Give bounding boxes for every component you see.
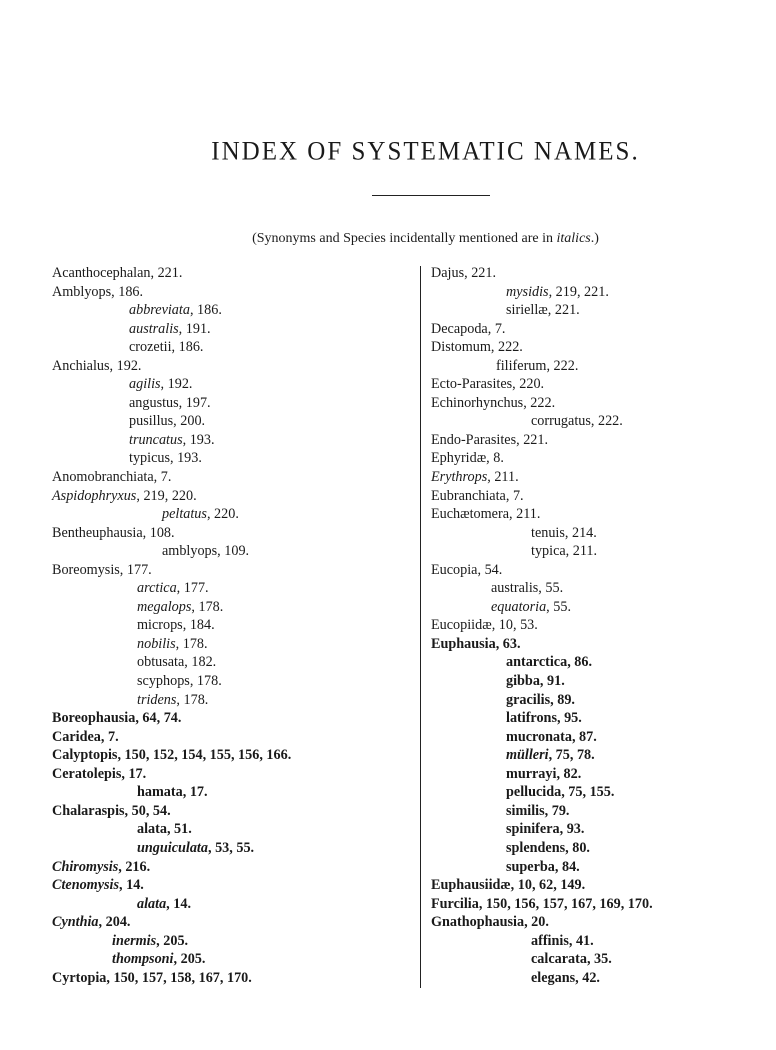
entry-pages: , 87. bbox=[571, 728, 597, 745]
entry-pages: , 42. bbox=[575, 969, 600, 986]
entry-name: obtusata bbox=[137, 654, 185, 671]
entry-name: Caridea bbox=[52, 728, 101, 745]
entry-pages: , 178. bbox=[191, 598, 224, 615]
entry-name: amblyops bbox=[162, 543, 218, 560]
entry-pages: , 75, 155. bbox=[561, 784, 615, 801]
entry-name: angustus bbox=[129, 394, 179, 411]
index-entry bbox=[431, 283, 761, 302]
entry-pages: , 95. bbox=[556, 710, 582, 727]
index-entry bbox=[431, 616, 761, 635]
entry-pages: , 93. bbox=[559, 821, 585, 838]
entry-pages: , 7. bbox=[487, 320, 506, 337]
entry-name: Gnathophausia bbox=[431, 914, 525, 931]
entry-name: affinis bbox=[531, 932, 569, 949]
entry-name: Eucopiidæ bbox=[431, 617, 492, 634]
entry-pages: , 7. bbox=[100, 728, 119, 745]
index-entry bbox=[52, 561, 412, 580]
entry-name: abbreviata bbox=[129, 302, 190, 319]
index-entry bbox=[431, 431, 761, 450]
entry-name: Distomum bbox=[431, 339, 491, 356]
entry-name: mysidis bbox=[506, 283, 549, 300]
entry-pages: , 150, 156, 157, 167, 169, 170. bbox=[478, 895, 653, 912]
entry-name: Chalaraspis bbox=[52, 802, 125, 819]
entry-pages: , 109. bbox=[217, 543, 250, 560]
entry-name: similis bbox=[506, 802, 545, 819]
entry-pages: , 7. bbox=[153, 469, 172, 486]
entry-name: corrugatus bbox=[531, 413, 591, 430]
note-text-before: (Synonyms and Species incidentally mentioned are in bbox=[252, 231, 557, 246]
index-entry bbox=[431, 412, 761, 431]
entry-name: Ceratolepis bbox=[52, 765, 122, 782]
entry-pages: , 178. bbox=[176, 691, 209, 708]
entry-pages: , 150, 152, 154, 155, 156, 166. bbox=[117, 747, 292, 764]
entry-pages: , 220. bbox=[206, 506, 239, 523]
entry-name: splendens bbox=[506, 839, 566, 856]
index-entry bbox=[52, 375, 412, 394]
entry-pages: , 75, 78. bbox=[548, 747, 595, 764]
entry-name: gibba bbox=[506, 673, 540, 690]
entry-pages: , 216. bbox=[118, 858, 151, 875]
index-entry bbox=[431, 505, 761, 524]
index-entry bbox=[52, 783, 412, 802]
entry-pages: , 222. bbox=[546, 357, 579, 374]
index-entry bbox=[52, 839, 412, 858]
index-entry bbox=[52, 858, 412, 877]
entry-pages: , 86. bbox=[567, 654, 593, 671]
entry-pages: , 205. bbox=[173, 951, 206, 968]
entry-pages: , 220. bbox=[512, 376, 545, 393]
entry-pages: , 54. bbox=[477, 561, 503, 578]
index-entry bbox=[431, 542, 761, 561]
entry-pages: , 182. bbox=[184, 654, 217, 671]
entry-pages: , 64, 74. bbox=[135, 710, 182, 727]
entry-name: elegans bbox=[531, 969, 576, 986]
index-entry bbox=[431, 709, 761, 728]
entry-name: Echinorhynchus bbox=[431, 394, 524, 411]
entry-name: typica bbox=[531, 543, 566, 560]
index-entry bbox=[431, 375, 761, 394]
entry-name: alata bbox=[137, 821, 167, 838]
entry-name: filiferum bbox=[496, 357, 547, 374]
entry-pages: , 221. bbox=[150, 265, 183, 281]
index-entry bbox=[431, 839, 761, 858]
entry-name: arctica bbox=[137, 580, 177, 597]
entry-name: Euphausia bbox=[431, 635, 496, 652]
entry-pages: , 17. bbox=[182, 784, 208, 801]
title-rule bbox=[372, 195, 490, 196]
entry-pages: , 14. bbox=[166, 895, 191, 912]
index-entry bbox=[52, 264, 412, 283]
entry-pages: , 7. bbox=[505, 487, 524, 504]
index-entry bbox=[52, 394, 412, 413]
entry-pages: , 222. bbox=[490, 339, 523, 356]
right-index-column bbox=[431, 264, 761, 987]
entry-name: calcarata bbox=[531, 951, 587, 968]
page-title: INDEX OF SYSTEMATIC NAMES. bbox=[211, 137, 640, 166]
index-entry bbox=[431, 579, 761, 598]
entry-pages: , 8. bbox=[486, 450, 504, 467]
entry-pages: , 193. bbox=[169, 450, 202, 467]
entry-name: Calyptopis bbox=[52, 747, 118, 764]
index-entry bbox=[431, 357, 761, 376]
entry-pages: , 84. bbox=[554, 858, 580, 875]
entry-name: thompsoni bbox=[112, 951, 174, 968]
entry-name: tridens bbox=[137, 691, 177, 708]
index-entry bbox=[431, 394, 761, 413]
entry-pages: , 219, 221. bbox=[548, 283, 609, 300]
entry-pages: , 184. bbox=[182, 617, 215, 634]
entry-pages: , 14. bbox=[119, 877, 144, 894]
entry-name: Decapoda bbox=[431, 320, 488, 337]
entry-pages: , 51. bbox=[166, 821, 192, 838]
index-entry bbox=[52, 635, 412, 654]
entry-pages: , 221. bbox=[516, 431, 549, 448]
entry-pages: , 10, 62, 149. bbox=[510, 877, 586, 894]
entry-name: agilis bbox=[129, 376, 161, 393]
entry-name: Boreophausia bbox=[52, 710, 136, 727]
entry-pages: , 80. bbox=[565, 839, 590, 856]
entry-name: Euphausiidæ bbox=[431, 877, 511, 894]
entry-name: pusillus bbox=[129, 413, 174, 430]
entry-pages: , 214. bbox=[564, 524, 597, 541]
index-entry bbox=[52, 950, 412, 969]
index-entry bbox=[431, 672, 761, 691]
entry-pages: , 197. bbox=[178, 394, 211, 411]
entry-name: Chiromysis bbox=[52, 858, 119, 875]
index-entry bbox=[431, 561, 761, 580]
entry-name: Ctenomysis bbox=[52, 877, 120, 894]
entry-name: Anchialus bbox=[52, 357, 110, 374]
entry-name: Cynthia bbox=[52, 914, 99, 931]
entry-pages: , 192. bbox=[109, 357, 142, 374]
left-index-column bbox=[52, 264, 412, 987]
entry-name: mucronata bbox=[506, 728, 572, 745]
entry-pages: , 17. bbox=[121, 765, 147, 782]
index-entry bbox=[52, 876, 412, 895]
index-entry bbox=[52, 765, 412, 784]
entry-pages: , 178. bbox=[175, 635, 208, 652]
entry-pages: , 222. bbox=[590, 413, 623, 430]
index-entry bbox=[52, 932, 412, 951]
index-entry bbox=[52, 672, 412, 691]
index-entry bbox=[52, 487, 412, 506]
index-entry bbox=[52, 913, 412, 932]
entry-name: Ecto-Parasites bbox=[431, 376, 513, 393]
index-entry bbox=[52, 728, 412, 747]
entry-pages: , 55. bbox=[538, 580, 564, 597]
index-entry bbox=[52, 616, 412, 635]
entry-pages: , 191. bbox=[178, 320, 211, 337]
entry-name: Acanthocephalan bbox=[52, 265, 151, 281]
entry-pages: , 89. bbox=[550, 691, 575, 708]
entry-pages: , 50, 54. bbox=[124, 802, 171, 819]
index-entry bbox=[431, 468, 761, 487]
entry-pages: , 108. bbox=[142, 524, 175, 541]
entry-pages: , 177. bbox=[119, 561, 152, 578]
entry-name: mülleri bbox=[506, 747, 549, 764]
entry-name: equatoria bbox=[491, 598, 547, 615]
entry-name: peltatus bbox=[162, 506, 207, 523]
entry-name: Eucopia bbox=[431, 561, 478, 578]
note-text-italic: italics bbox=[556, 231, 591, 246]
entry-name: Cyrtopia bbox=[52, 969, 107, 986]
index-entry bbox=[52, 709, 412, 728]
entry-name: Bentheuphausia bbox=[52, 524, 143, 541]
entry-pages: , 178. bbox=[189, 673, 222, 690]
index-entry bbox=[431, 783, 761, 802]
index-entry bbox=[431, 449, 761, 468]
entry-pages: , 219, 220. bbox=[136, 487, 197, 504]
index-entry bbox=[52, 895, 412, 914]
entry-name: australis bbox=[129, 320, 179, 337]
entry-pages: , 221. bbox=[464, 265, 497, 281]
entry-pages: , 200. bbox=[173, 413, 206, 430]
entry-name: nobilis bbox=[137, 635, 176, 652]
index-entry bbox=[52, 598, 412, 617]
index-entry bbox=[431, 301, 761, 320]
entry-pages: , 20. bbox=[524, 914, 549, 931]
entry-pages: , 35. bbox=[586, 951, 612, 968]
index-entry bbox=[431, 746, 761, 765]
entry-pages: , 186. bbox=[171, 339, 204, 356]
column-divider bbox=[420, 266, 421, 988]
entry-pages: , 91. bbox=[539, 673, 565, 690]
index-entry bbox=[431, 820, 761, 839]
index-entry bbox=[431, 524, 761, 543]
entry-pages: , 150, 157, 158, 167, 170. bbox=[106, 969, 252, 986]
index-entry bbox=[52, 524, 412, 543]
index-entry bbox=[52, 653, 412, 672]
index-entry bbox=[431, 598, 761, 617]
index-entry bbox=[52, 969, 412, 988]
entry-name: Euchætomera bbox=[431, 506, 510, 523]
index-entry bbox=[52, 691, 412, 710]
index-entry bbox=[431, 635, 761, 654]
index-entry bbox=[431, 320, 761, 339]
entry-name: superba bbox=[506, 858, 555, 875]
entry-pages: , 211. bbox=[565, 543, 598, 560]
index-entry bbox=[431, 895, 761, 914]
entry-pages: , 186. bbox=[189, 302, 222, 319]
index-entry bbox=[431, 728, 761, 747]
index-entry bbox=[52, 746, 412, 765]
index-entry bbox=[431, 802, 761, 821]
index-entry bbox=[52, 320, 412, 339]
entry-name: Furcilia bbox=[431, 895, 479, 912]
entry-name: Amblyops bbox=[52, 283, 112, 300]
entry-pages: , 10, 53. bbox=[491, 617, 538, 634]
entry-name: latifrons bbox=[506, 710, 557, 727]
index-entry bbox=[52, 338, 412, 357]
entry-name: australis bbox=[491, 580, 539, 597]
entry-pages: , 211. bbox=[487, 469, 519, 486]
note-text-after: .) bbox=[590, 231, 599, 246]
entry-name: scyphops bbox=[137, 673, 190, 690]
entry-pages: , 82. bbox=[556, 765, 582, 782]
index-entry bbox=[52, 449, 412, 468]
entry-pages: , 221. bbox=[547, 302, 580, 319]
entry-name: microps bbox=[137, 617, 183, 634]
entry-pages: , 211. bbox=[509, 506, 541, 523]
entry-name: unguiculata bbox=[137, 839, 208, 856]
entry-pages: , 63. bbox=[495, 635, 521, 652]
index-entry bbox=[52, 579, 412, 598]
entry-pages: , 222. bbox=[523, 394, 556, 411]
index-entry bbox=[431, 765, 761, 784]
entry-name: siriellæ bbox=[506, 302, 548, 319]
entry-name: hamata bbox=[137, 784, 183, 801]
index-entry bbox=[52, 431, 412, 450]
index-entry bbox=[52, 283, 412, 302]
entry-pages: , 55. bbox=[546, 598, 571, 615]
entry-name: inermis bbox=[112, 932, 157, 949]
index-entry bbox=[52, 301, 412, 320]
entry-name: Erythrops bbox=[431, 469, 488, 486]
index-entry bbox=[52, 505, 412, 524]
entry-name: Ephyridæ bbox=[431, 450, 487, 467]
index-entry bbox=[431, 653, 761, 672]
entry-name: Endo-Parasites bbox=[431, 431, 517, 448]
entry-pages: , 192. bbox=[160, 376, 193, 393]
entry-name: antarctica bbox=[506, 654, 568, 671]
entry-name: typicus bbox=[129, 450, 170, 467]
entry-name: crozetii bbox=[129, 339, 172, 356]
index-entry bbox=[431, 487, 761, 506]
entry-name: Dajus bbox=[431, 265, 465, 281]
index-entry bbox=[431, 913, 761, 932]
entry-name: spinifera bbox=[506, 821, 560, 838]
entry-name: truncatus bbox=[129, 431, 183, 448]
index-entry bbox=[431, 338, 761, 357]
index-entry bbox=[52, 357, 412, 376]
entry-name: megalops bbox=[137, 598, 192, 615]
index-entry bbox=[431, 932, 761, 951]
index-entry bbox=[431, 264, 761, 283]
index-entry bbox=[431, 691, 761, 710]
entry-name: Aspidophryxus bbox=[52, 487, 137, 504]
index-entry bbox=[52, 412, 412, 431]
entry-name: Eubranchiata bbox=[431, 487, 506, 504]
entry-name: alata bbox=[137, 895, 167, 912]
index-entry bbox=[52, 820, 412, 839]
entry-pages: , 79. bbox=[544, 802, 570, 819]
entry-name: Anomobranchiata bbox=[52, 469, 154, 486]
entry-name: Boreomysis bbox=[52, 561, 120, 578]
index-entry bbox=[431, 950, 761, 969]
index-entry bbox=[52, 468, 412, 487]
entry-name: murrayi bbox=[506, 765, 557, 782]
entry-pages: , 41. bbox=[568, 932, 594, 949]
italics-note bbox=[0, 231, 776, 247]
entry-name: pellucida bbox=[506, 784, 562, 801]
index-entry bbox=[52, 802, 412, 821]
entry-pages: , 205. bbox=[156, 932, 189, 949]
index-entry bbox=[431, 858, 761, 877]
entry-name: gracilis bbox=[506, 691, 551, 708]
entry-pages: , 177. bbox=[176, 580, 209, 597]
entry-pages: , 204. bbox=[98, 914, 131, 931]
index-entry bbox=[431, 876, 761, 895]
index-entry bbox=[431, 969, 761, 988]
entry-pages: , 186. bbox=[111, 283, 144, 300]
index-entry bbox=[52, 542, 412, 561]
entry-name: tenuis bbox=[531, 524, 565, 541]
entry-pages: , 193. bbox=[182, 431, 215, 448]
entry-pages: , 53, 55. bbox=[207, 839, 255, 856]
